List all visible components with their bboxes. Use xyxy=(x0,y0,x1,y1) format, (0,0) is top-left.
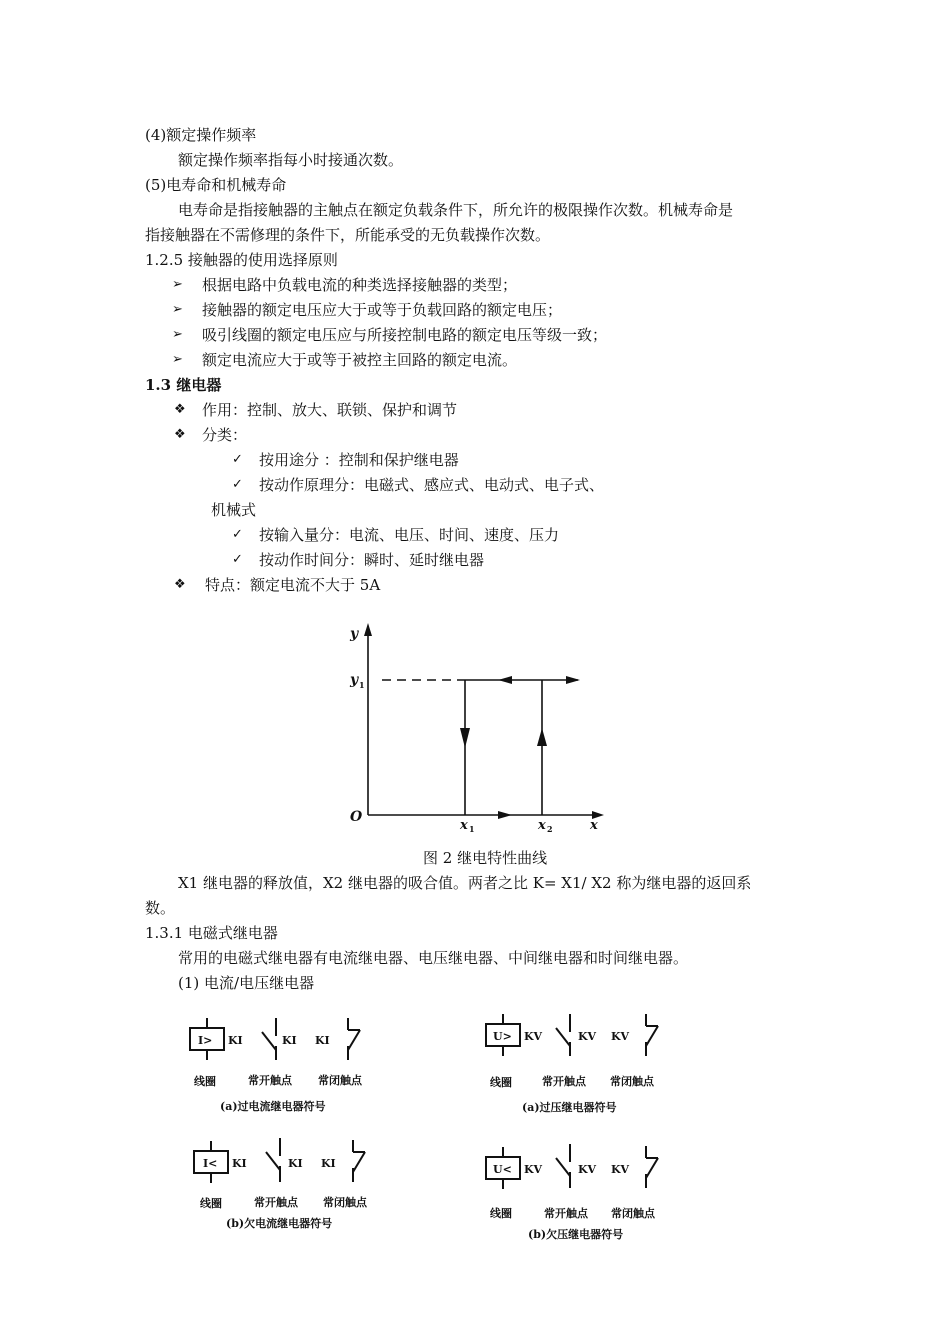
figure-caption: 图 2 继电特性曲线 xyxy=(423,849,548,867)
no-contact-tag: KI xyxy=(288,1157,303,1170)
nc-contact-label: 常闭触点 xyxy=(610,1075,654,1088)
no-contact-tag: KI xyxy=(282,1034,297,1047)
list-item: 根据电路中负载电流的种类选择接触器的类型； xyxy=(202,276,518,294)
symbol-caption: (b)欠电流继电器符号 xyxy=(226,1217,333,1230)
heading-electromagnetic-relay: 1.3.1 电磁式继电器 xyxy=(145,924,278,942)
over-current-relay-symbols xyxy=(180,1010,390,1120)
no-contact-icon xyxy=(556,1028,570,1046)
heading-rated-frequency: (4)额定操作频率 xyxy=(145,126,257,144)
coil-label: 线圈 xyxy=(200,1197,222,1210)
nc-contact-label: 常闭触点 xyxy=(611,1207,655,1220)
coil-label: 线圈 xyxy=(194,1075,216,1088)
no-contact-icon xyxy=(556,1158,570,1176)
paragraph-life-line2: 指接触器在不需修理的条件下，所能承受的无负载操作次数。 xyxy=(145,226,551,244)
no-contact-label: 常开触点 xyxy=(544,1207,588,1220)
check-icon: ✓ xyxy=(232,527,243,542)
x-axis-label: x xyxy=(590,818,598,833)
nc-contact-tag: KV xyxy=(611,1163,630,1176)
coil-tag: KI xyxy=(232,1157,247,1170)
paragraph-electromagnetic-relay: 常用的电磁式继电器有电流继电器、电压继电器、中间继电器和时间继电器。 xyxy=(178,949,689,967)
heading-selection-principles: 1.2.5 接触器的使用选择原则 xyxy=(145,251,338,269)
over-voltage-relay-symbols xyxy=(478,1010,688,1120)
list-item: 接触器的额定电压应大于或等于负载回路的额定电压； xyxy=(202,301,563,319)
nc-contact-tag: KI xyxy=(321,1157,336,1170)
symbol-caption: (a)过电流继电器符号 xyxy=(220,1100,326,1113)
coil-symbol-text: I< xyxy=(203,1157,218,1170)
paragraph-return-coefficient-line1: X1 继电器的释放值，X2 继电器的吸合值。两者之比 K= X1/ X2 称为继电器的返回系 xyxy=(178,874,752,892)
coil-symbol-text: U< xyxy=(493,1163,512,1176)
nc-contact-icon xyxy=(646,1158,658,1178)
list-item: 按动作原理分：电磁式、感应式、电动式、电子式、 xyxy=(259,476,605,494)
x1-label: x xyxy=(460,818,468,833)
heading-life: (5)电寿命和机械寿命 xyxy=(145,176,287,194)
coil-tag: KI xyxy=(228,1034,243,1047)
y-axis-arrow-icon xyxy=(364,623,372,636)
coil-tag: KV xyxy=(524,1030,543,1043)
no-contact-icon xyxy=(262,1032,276,1050)
nc-contact-tag: KV xyxy=(611,1030,630,1043)
symbol-caption: (b)欠压继电器符号 xyxy=(528,1228,624,1241)
list-item: 按输入量分：电流、电压、时间、速度、压力 xyxy=(259,526,560,544)
no-contact-label: 常开触点 xyxy=(254,1196,298,1209)
symbol-caption: (a)过压继电器符号 xyxy=(522,1101,617,1114)
relay-feature: 特点：额定电流不大于 5A xyxy=(205,576,381,594)
x2-label: x xyxy=(538,818,546,833)
check-icon: ✓ xyxy=(232,452,243,467)
nc-contact-label: 常闭触点 xyxy=(318,1074,362,1087)
check-icon: ✓ xyxy=(232,552,243,567)
coil-symbol-text: I> xyxy=(198,1034,213,1047)
arrow-bullet-icon: ➢ xyxy=(172,352,183,367)
heading-relay: 1.3 继电器 xyxy=(145,376,222,394)
relay-characteristic-figure xyxy=(340,618,610,838)
paragraph-rated-frequency: 额定操作频率指每小时接通次数。 xyxy=(178,151,404,169)
y1-label: y xyxy=(350,672,359,688)
arrow-bullet-icon: ➢ xyxy=(172,327,183,342)
coil-symbol-text: U> xyxy=(493,1030,512,1043)
list-item: 按用途分 ：控制和保护继电器 xyxy=(259,451,459,469)
diamond-bullet-icon: ❖ xyxy=(174,402,186,417)
y1-subscript: 1 xyxy=(359,680,365,690)
list-item: 额定电流应大于或等于被控主回路的额定电流。 xyxy=(202,351,518,369)
list-item: 按动作时间分：瞬时、延时继电器 xyxy=(259,551,485,569)
right-arrow-icon xyxy=(566,676,580,684)
nc-contact-icon xyxy=(348,1030,360,1050)
arrow-bullet-icon: ➢ xyxy=(172,302,183,317)
relay-function: 作用：控制、放大、联锁、保护和调节 xyxy=(202,401,458,419)
no-contact-tag: KV xyxy=(578,1030,597,1043)
x1-subscript: 1 xyxy=(469,824,475,834)
paragraph-life-line1: 电寿命是指接触器的主触点在额定负载条件下，所允许的极限操作次数。机械寿命是 xyxy=(178,201,734,219)
x-axis-flow-arrow-icon xyxy=(498,811,512,819)
left-arrow-icon xyxy=(498,676,512,684)
coil-label: 线圈 xyxy=(490,1207,512,1220)
down-arrow-icon xyxy=(460,728,470,748)
paragraph-return-coefficient-line2: 数。 xyxy=(145,899,176,917)
relay-classification-label: 分类： xyxy=(202,426,248,444)
no-contact-tag: KV xyxy=(578,1163,597,1176)
no-contact-icon xyxy=(266,1152,280,1170)
check-icon: ✓ xyxy=(232,477,243,492)
coil-tag: KV xyxy=(524,1163,543,1176)
diamond-bullet-icon: ❖ xyxy=(174,427,186,442)
diamond-bullet-icon: ❖ xyxy=(174,577,186,592)
under-current-relay-symbols xyxy=(180,1132,390,1240)
nc-contact-icon xyxy=(353,1152,365,1172)
nc-contact-label: 常闭触点 xyxy=(323,1196,367,1209)
up-arrow-icon xyxy=(537,728,547,746)
nc-contact-tag: KI xyxy=(315,1034,330,1047)
arrow-bullet-icon: ➢ xyxy=(172,277,183,292)
nc-contact-icon xyxy=(646,1026,658,1046)
coil-label: 线圈 xyxy=(490,1076,512,1089)
list-item-continuation: 机械式 xyxy=(211,501,257,519)
x2-subscript: 2 xyxy=(547,824,553,834)
no-contact-label: 常开触点 xyxy=(248,1074,292,1087)
subheading-current-voltage-relay: (1) 电流/电压继电器 xyxy=(178,974,315,992)
origin-label: O xyxy=(350,809,363,825)
no-contact-label: 常开触点 xyxy=(542,1075,586,1088)
list-item: 吸引线圈的额定电压应与所接控制电路的额定电压等级一致； xyxy=(202,326,608,344)
y-axis-label: y xyxy=(350,626,359,642)
under-voltage-relay-symbols xyxy=(478,1140,688,1248)
